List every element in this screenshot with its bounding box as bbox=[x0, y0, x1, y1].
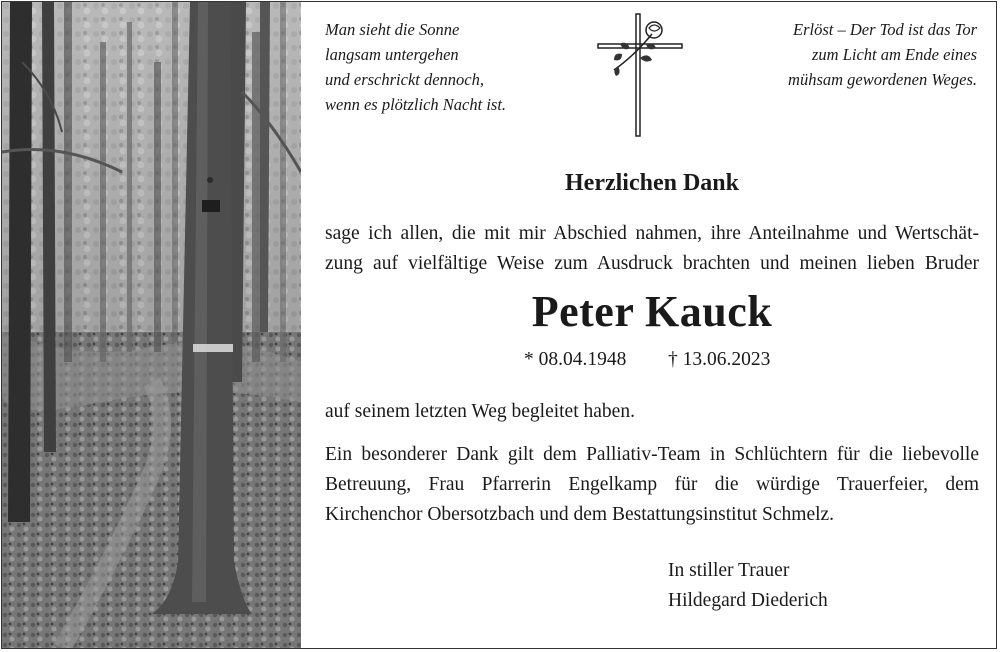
poem-left bbox=[325, 17, 506, 117]
special-thanks-line: Betreuung, Frau Pfarrerin Engelkamp für die würdige Trauerfeier, dem bbox=[325, 474, 979, 495]
poem-left-line: Man sieht die Sonne bbox=[325, 20, 460, 39]
poem-right-line: zum Licht am Ende eines bbox=[812, 45, 977, 64]
forest-photo bbox=[2, 2, 301, 648]
thanks-paragraph-line: zung auf vielfältige Weise zum Ausdruck brachten und meinen lieben Bruder bbox=[325, 253, 979, 274]
poem-left-line: und erschrickt dennoch, bbox=[325, 70, 484, 89]
forest-trees-photo bbox=[2, 2, 301, 648]
poem-right-line: mühsam gewordenen Weges. bbox=[788, 70, 977, 89]
poem-left-line: langsam untergehen bbox=[325, 45, 459, 64]
special-thanks-paragraph bbox=[325, 440, 979, 530]
special-thanks-line: Kirchenchor Obersotzbach und dem Bestattungsinstitut Schmelz. bbox=[325, 504, 835, 525]
thanks-heading: Herzlichen Dank bbox=[565, 170, 739, 196]
signature-name: Hildegard Diederich bbox=[668, 590, 828, 611]
signature-line: In stiller Trauer bbox=[668, 560, 790, 581]
poem-left-line: wenn es plötzlich Nacht ist. bbox=[325, 95, 507, 114]
poem-right bbox=[690, 17, 977, 92]
thanks-paragraph-line: sage ich allen, die mit mir Abschied nahmen, ihre Anteilnahme und Wertschät- bbox=[325, 223, 979, 244]
thanks-paragraph bbox=[325, 219, 979, 279]
death-date: † 13.06.2023 bbox=[668, 349, 771, 370]
closing-sentence: auf seinem letzten Weg begleitet haben. bbox=[325, 401, 635, 422]
signature bbox=[668, 556, 828, 616]
deceased-name: Peter Kauck bbox=[531, 287, 773, 336]
cross-with-rose-icon bbox=[594, 12, 686, 145]
special-thanks-line: Ein besonderer Dank gilt dem Palliativ-Team in Schlüchtern für die liebevolle bbox=[325, 444, 979, 465]
birth-date: * 08.04.1948 bbox=[524, 349, 627, 370]
poem-right-line: Erlöst – Der Tod ist das Tor bbox=[792, 20, 977, 39]
